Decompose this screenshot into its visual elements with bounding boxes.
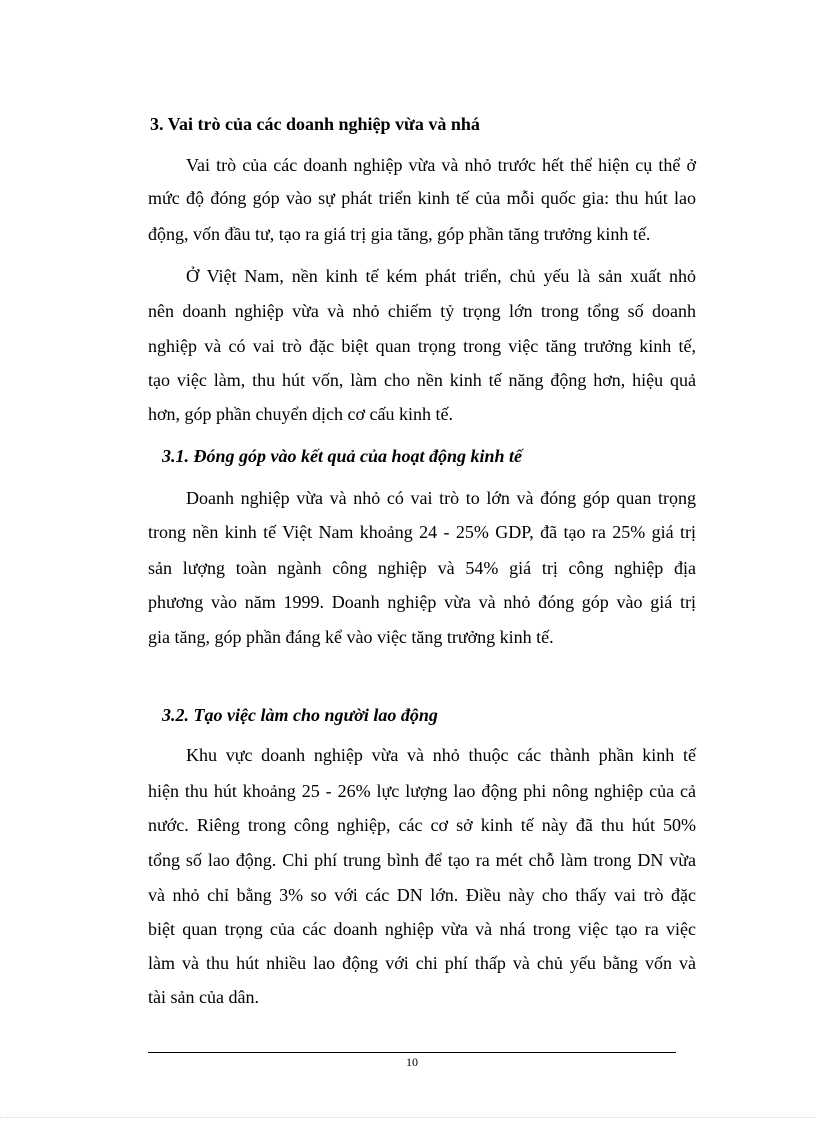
paragraph-line: mức độ đóng góp vào sự phát triển kinh tế của mỗi quốc gia: thu hút lao: [148, 188, 696, 208]
paragraph-line: Ở Việt Nam, nền kinh tế kém phát triển, chủ yếu là sản xuất nhỏ: [186, 266, 696, 286]
paragraph-line: tạo việc làm, thu hút vốn, làm cho nền kinh tế năng động hơn, hiệu quả: [148, 370, 696, 390]
paragraph-line: làm và thu hút nhiều lao động với chi phí thấp và chủ yếu bằng vốn và: [148, 953, 696, 973]
page-number: 10: [406, 1055, 418, 1069]
paragraph-line: tài sản của dân.: [148, 987, 259, 1007]
paragraph-line: biệt quan trọng của các doanh nghiệp vừa và nhá trong việc tạo ra việc: [148, 919, 696, 939]
section-3-heading: 3. Vai trò của các doanh nghiệp vừa và nhá: [150, 114, 480, 134]
paragraph-line: phương vào năm 1999. Doanh nghiệp vừa và nhỏ đóng góp vào giá trị: [148, 592, 696, 612]
paragraph-line: Vai trò của các doanh nghiệp vừa và nhỏ trước hết thể hiện cụ thể ở: [186, 155, 696, 175]
paragraph-line: động, vốn đầu tư, tạo ra giá trị gia tăng, góp phần tăng trưởng kinh tế.: [148, 224, 651, 244]
section-3-1-heading: 3.1. Đóng góp vào kết quả của hoạt động kinh tế: [162, 446, 523, 466]
footer-rule: [148, 1052, 676, 1053]
paragraph-line: hiện thu hút khoảng 25 - 26% lực lượng lao động phi nông nghiệp của cả: [148, 781, 696, 801]
section-3-2-heading: 3.2. Tạo việc làm cho người lao động: [162, 705, 438, 725]
paragraph-line: trong nền kinh tế Việt Nam khoảng 24 - 25% GDP, đã tạo ra 25% giá trị: [148, 522, 696, 542]
paragraph-line: gia tăng, góp phần đáng kể vào việc tăng trưởng kinh tế.: [148, 627, 554, 647]
paragraph-line: hơn, góp phần chuyển dịch cơ cấu kinh tế.: [148, 404, 453, 424]
paragraph-line: nên doanh nghiệp vừa và nhỏ chiếm tỷ trọng lớn trong tổng số doanh: [148, 301, 696, 321]
paragraph-line: và nhỏ chỉ bằng 3% so với các DN lớn. Điều này cho thấy vai trò đặc: [148, 885, 696, 905]
paragraph-line: tổng số lao động. Chi phí trung bình để tạo ra mét chỗ làm trong DN vừa: [148, 850, 696, 870]
paragraph-line: sản lượng toàn ngành công nghiệp và 54% giá trị công nghiệp địa: [148, 558, 696, 578]
paragraph-line: Doanh nghiệp vừa và nhỏ có vai trò to lớn và đóng góp quan trọng: [186, 488, 696, 508]
page-bottom-edge: [0, 1117, 816, 1118]
paragraph-line: nước. Riêng trong công nghiệp, các cơ sở kinh tế này đã thu hút 50%: [148, 815, 696, 835]
paragraph-line: nghiệp và có vai trò đặc biệt quan trọng trong việc tăng trưởng kinh tế,: [148, 336, 696, 356]
paragraph-line: Khu vực doanh nghiệp vừa và nhỏ thuộc các thành phần kinh tế: [186, 745, 696, 765]
